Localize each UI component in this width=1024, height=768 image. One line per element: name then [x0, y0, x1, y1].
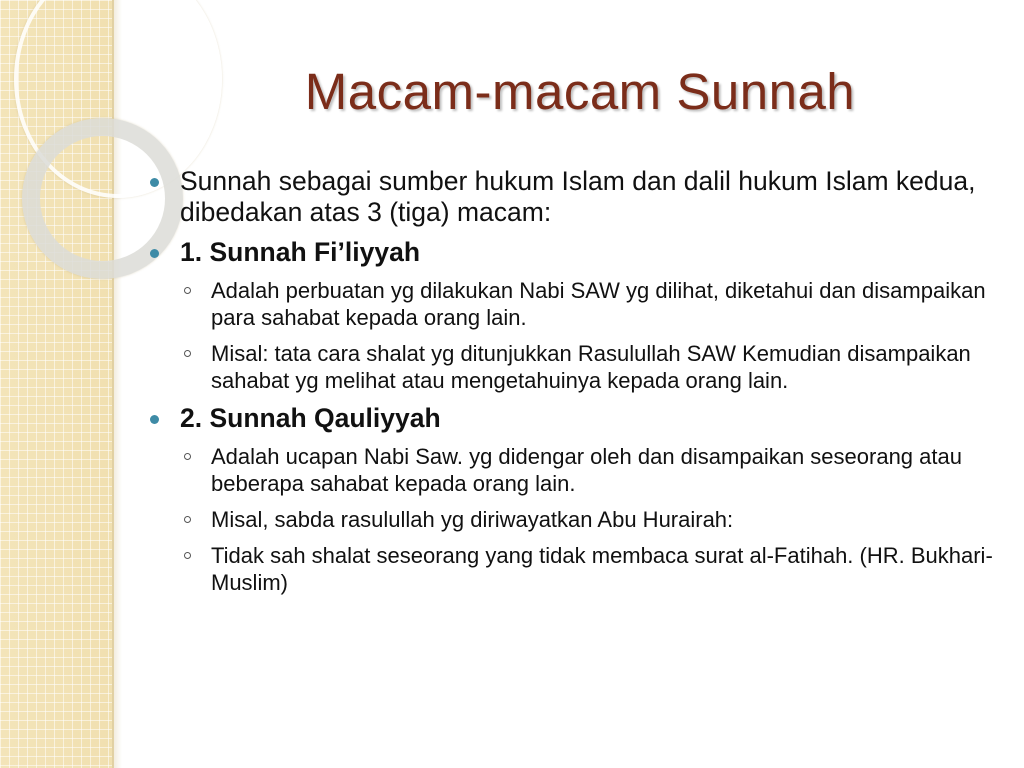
- sub-bullet-text: Tidak sah shalat seseorang yang tidak membaca surat al-Fatihah. (HR. Bukhari-Muslim): [211, 543, 993, 595]
- sub-bullet-circle-icon: [184, 350, 191, 357]
- sub-bullet-circle-icon: [184, 287, 191, 294]
- sub-bullet-item: [150, 340, 1001, 394]
- sub-bullet-text: Adalah perbuatan yg dilakukan Nabi SAW yg dilihat, diketahui dan disampaikan para sahabat kepada orang lain.: [211, 278, 986, 330]
- sub-bullet-text: Adalah ucapan Nabi Saw. yg didengar oleh dan disampaikan seseorang atau beberapa sahabat kepada orang lain.: [211, 444, 962, 496]
- bullet-item-heading: [150, 237, 1010, 268]
- bullet-item: [150, 166, 1010, 228]
- sub-bullet-item: [150, 277, 1001, 331]
- slide-title: Macam-macam Sunnah: [304, 63, 856, 120]
- sub-bullet-circle-icon: [184, 516, 191, 523]
- bullet-heading-text: 1. Sunnah Fi’liyyah: [180, 237, 421, 267]
- bullet-list: [150, 166, 1010, 605]
- sub-bullet-item: [150, 443, 1001, 497]
- sub-bullet-item: [150, 506, 1001, 533]
- bullet-dot-icon: [150, 415, 159, 424]
- bullet-text: Sunnah sebagai sumber hukum Islam dan dalil hukum Islam kedua, dibedakan atas 3 (tiga) macam:: [180, 166, 976, 227]
- sub-bullet-circle-icon: [184, 453, 191, 460]
- sub-bullet-text: Misal, sabda rasulullah yg diriwayatkan Abu Hurairah:: [211, 507, 734, 532]
- sub-bullet-item: [150, 542, 1001, 596]
- bullet-dot-icon: [150, 178, 159, 187]
- bullet-item-heading: [150, 403, 1010, 434]
- sub-bullet-text: Misal: tata cara shalat yg ditunjukkan Rasulullah SAW Kemudian disampaikan sahabat yg melihat atau mengetahuinya kepada orang lain.: [211, 341, 971, 393]
- bullet-heading-text: 2. Sunnah Qauliyyah: [180, 403, 441, 433]
- bullet-dot-icon: [150, 249, 159, 258]
- sub-bullet-circle-icon: [184, 552, 191, 559]
